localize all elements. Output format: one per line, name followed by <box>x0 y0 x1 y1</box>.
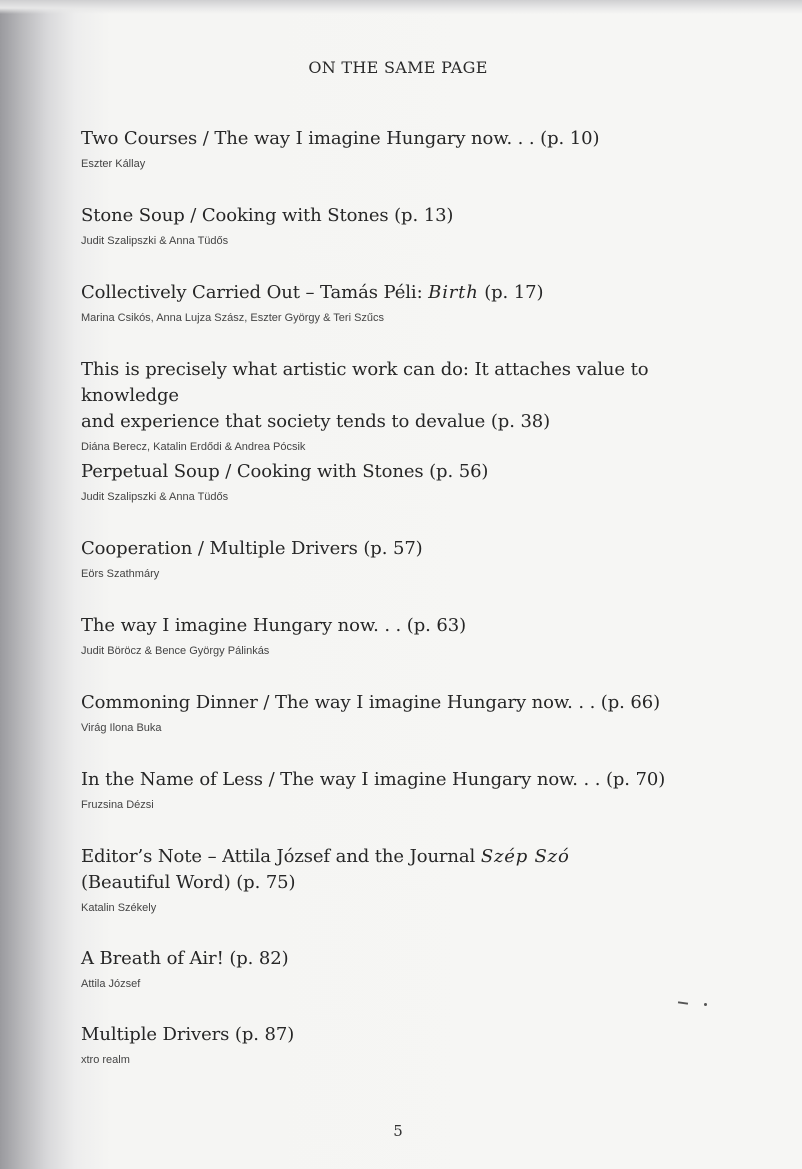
entry-title: Commoning Dinner / The way I imagine Hungary now. . . (p. 66) <box>81 692 661 713</box>
ink-dot <box>704 1003 707 1006</box>
toc-entry <box>81 844 741 914</box>
entry-title-italic: Szép Szó <box>480 846 570 867</box>
entry-title-line2: (Beautiful Word) (p. 75) <box>81 872 296 893</box>
toc-entry <box>81 946 741 990</box>
entry-author: Fruzsina Dézsi <box>81 799 154 811</box>
toc-entry <box>81 357 741 453</box>
entry-author: Judit Böröcz & Bence György Pálinkás <box>81 645 270 657</box>
entry-author: Diána Berecz, Katalin Erdődi & Andrea Pócsik <box>81 441 306 453</box>
entry-title: In the Name of Less / The way I imagine Hungary now. . . (p. 70) <box>81 769 666 790</box>
entry-title-page: (p. 17) <box>478 282 544 303</box>
entry-title: Perpetual Soup / Cooking with Stones (p. 56) <box>81 461 489 482</box>
entry-author: Judit Szalipszki & Anna Tüdős <box>81 491 229 503</box>
entry-title-line1: This is precisely what artistic work can do: It attaches value to knowledge <box>81 359 649 406</box>
toc-entry <box>81 690 741 734</box>
ink-smudge <box>678 1001 688 1004</box>
entry-author: Judit Szalipszki & Anna Tüdős <box>81 235 229 247</box>
page-top-edge <box>0 0 802 14</box>
entry-author: Attila József <box>81 978 141 990</box>
toc-entry <box>81 767 741 811</box>
entry-title-line2: and experience that society tends to devalue (p. 38) <box>81 411 551 432</box>
entry-title: Cooperation / Multiple Drivers (p. 57) <box>81 538 423 559</box>
entry-author: Marina Csikós, Anna Lujza Szász, Eszter György & Teri Szűcs <box>81 312 385 324</box>
page-number: 5 <box>393 1122 403 1140</box>
entry-title-text: Editor’s Note – Attila József and the Journal <box>81 846 481 867</box>
entry-title <box>81 280 741 306</box>
entry-author: Virág Ilona Buka <box>81 722 162 734</box>
toc-entry <box>81 536 741 580</box>
entry-title: Multiple Drivers (p. 87) <box>81 1024 295 1045</box>
entry-title: Stone Soup / Cooking with Stones (p. 13) <box>81 205 454 226</box>
entry-title-line1 <box>81 844 741 870</box>
toc-entry <box>81 459 741 503</box>
toc-entry <box>81 280 741 324</box>
toc-entry <box>81 613 741 657</box>
entry-author: Eszter Kállay <box>81 158 146 170</box>
toc-entry <box>81 203 741 247</box>
entry-title-text: Collectively Carried Out – Tamás Péli: <box>81 282 429 303</box>
entry-title: A Breath of Air! (p. 82) <box>81 948 289 969</box>
entry-author: Eörs Szathmáry <box>81 568 160 580</box>
entry-author: xtro realm <box>81 1054 130 1066</box>
toc-entry <box>81 1022 741 1066</box>
entry-title: The way I imagine Hungary now. . . (p. 63) <box>81 615 467 636</box>
entry-title: Two Courses / The way I imagine Hungary now. . . (p. 10) <box>81 128 600 149</box>
entry-author: Katalin Székely <box>81 902 157 914</box>
toc-entry <box>81 126 741 170</box>
entry-title-italic: Birth <box>428 282 479 303</box>
page-header: ON THE SAME PAGE <box>308 58 488 77</box>
